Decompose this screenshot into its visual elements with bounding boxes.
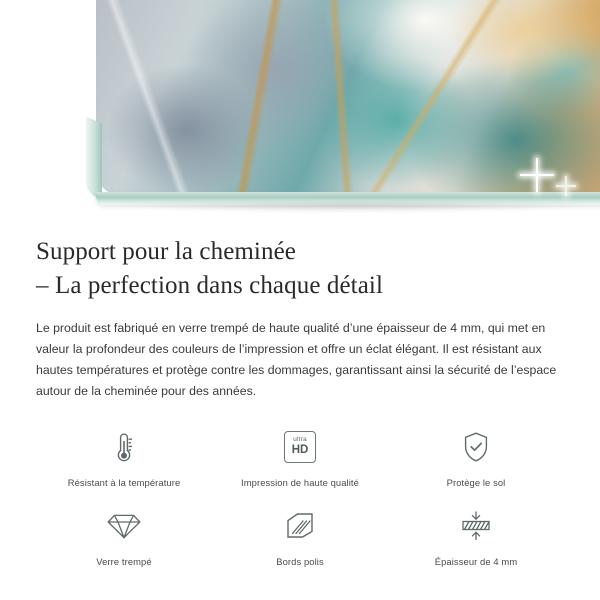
feature-label: Épaisseur de 4 mm <box>434 555 518 567</box>
feature-label: Verre trempé <box>96 555 152 567</box>
feature-item-print-quality <box>212 425 388 488</box>
feature-item-floor-protection <box>388 425 564 488</box>
feature-grid <box>36 425 564 567</box>
badge-top-text: ultra <box>293 436 307 444</box>
shield-check-icon <box>453 425 499 469</box>
headline-line-2: – La perfection dans chaque détail <box>36 271 383 299</box>
badge-bottom-text: HD <box>291 443 309 456</box>
diamond-icon <box>101 504 147 548</box>
thermometer-icon <box>101 425 147 469</box>
glass-edge-left <box>86 116 102 199</box>
feature-label: Impression de haute qualité <box>241 476 359 488</box>
feature-label: Protège le sol <box>446 476 506 488</box>
ultra-hd-badge-icon <box>277 425 323 469</box>
feature-label: Résistant à la température <box>67 476 181 488</box>
feature-label: Bords polis <box>276 555 324 567</box>
glass-drop-shadow <box>108 203 600 212</box>
marble-glass-artwork <box>96 0 600 196</box>
feature-item-thickness <box>388 504 564 567</box>
feature-item-tempered-glass <box>36 504 212 567</box>
description-paragraph: Le produit est fabriqué en verre trempé de haute qualité d’une épaisseur de 4 mm, qui met en valeur la profondeur des couleurs de l’impression et offre un éclat élégant. Il est résistant aux hautes températures et protège contre les dommages, garantissant ainsi la sécurité de l’espace autour de la cheminée pour des années. <box>36 321 557 399</box>
hero-image <box>0 0 600 215</box>
polished-edges-icon <box>277 504 323 548</box>
headline-line-1: Support pour la cheminée <box>36 238 296 265</box>
page-title <box>36 235 564 302</box>
thickness-arrows-icon <box>453 504 499 548</box>
content-area <box>0 235 600 567</box>
feature-item-temperature <box>36 425 212 488</box>
feature-item-polished-edges <box>212 504 388 567</box>
